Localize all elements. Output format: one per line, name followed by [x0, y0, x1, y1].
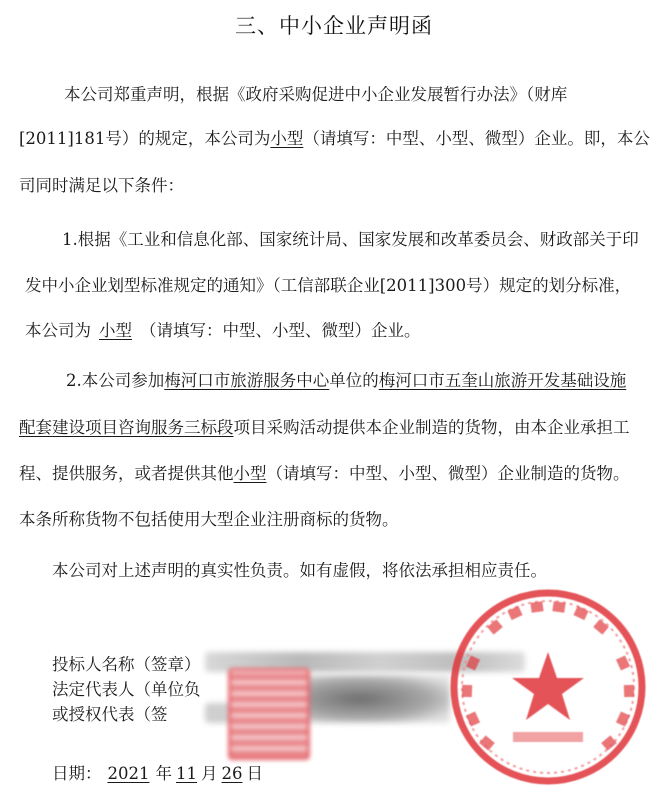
- item1-line-3: [25, 320, 421, 342]
- item1-line-2: 发中小企业划型标准规定的通知》（工信部联企业[2011]300号）规定的划分标准，: [25, 276, 632, 295]
- intro-line-2: [19, 128, 650, 150]
- bidder-name-label: 投标人名称（签章）: [52, 655, 201, 674]
- purchasing-unit: 梅河口市旅游服务中心: [164, 371, 330, 390]
- item2-line-2-b: 项目采购活动提供本企业制造的货物，由本企业承担工: [233, 418, 630, 437]
- seal-star: [512, 652, 584, 720]
- date-label: 日期：: [52, 764, 102, 783]
- enterprise-type-1: 小型: [270, 129, 304, 148]
- authorized-agent-label: 或授权代表（签: [52, 705, 168, 724]
- date-line: [52, 763, 263, 785]
- item2-line-2: [19, 417, 630, 439]
- closing-statement: 本公司对上述声明的真实性负责。如有虚假，将依法承担相应责任。: [52, 561, 547, 580]
- redacted-signature: [300, 675, 450, 723]
- intro-line-2-b: （请填写：中型、小型、微型）企业。即，本公: [303, 129, 650, 148]
- item2-line-3: [19, 463, 630, 485]
- personal-seal-stamp: [228, 668, 310, 760]
- company-seal: [443, 582, 653, 792]
- date-day: 26: [221, 764, 243, 783]
- date-day-unit: 日: [246, 764, 263, 783]
- date-month: 11: [176, 764, 197, 783]
- legal-representative-label: 法定代表人（单位负: [52, 680, 201, 699]
- enterprise-type-2: 小型: [99, 321, 132, 340]
- item2-line-1: [66, 370, 626, 392]
- item1-line-3-a: 本公司为: [25, 321, 91, 340]
- intro-line-2-a: [2011]181号）的规定，本公司为: [19, 129, 271, 148]
- item2-line-1-b: 单位的: [329, 371, 379, 390]
- intro-line-1: 本公司郑重声明，根据《政府采购促进中小企业发展暂行办法》（财库: [64, 85, 568, 104]
- item1-line-3-b: （请填写：中型、小型、微型）企业。: [140, 321, 421, 340]
- page-title: 三、中小企业声明函: [235, 14, 433, 38]
- date-year-unit: 年: [155, 764, 172, 783]
- date-year: 2021: [107, 764, 150, 783]
- seal-graphic: [443, 582, 653, 792]
- item2-line-3-a: 程、提供服务，或者提供其他: [19, 464, 234, 483]
- enterprise-type-3: 小型: [233, 464, 267, 483]
- project-name-2: 配套建设项目咨询服务三标段: [19, 418, 234, 437]
- item1-line-1: 1.根据《工业和信息化部、国家统计局、国家发展和改革委员会、财政部关于印: [62, 230, 639, 249]
- item2-line-3-b: （请填写：中型、小型、微型）企业制造的货物。: [266, 464, 630, 483]
- project-name-1: 梅河口市五奎山旅游开发基础设施: [378, 371, 627, 390]
- intro-line-3: 司同时满足以下条件：: [19, 176, 184, 195]
- date-month-unit: 月: [201, 764, 218, 783]
- item2-line-4: 本条所称货物不包括使用大型企业注册商标的货物。: [19, 510, 399, 529]
- item2-line-1-a: 2.本公司参加: [66, 371, 165, 390]
